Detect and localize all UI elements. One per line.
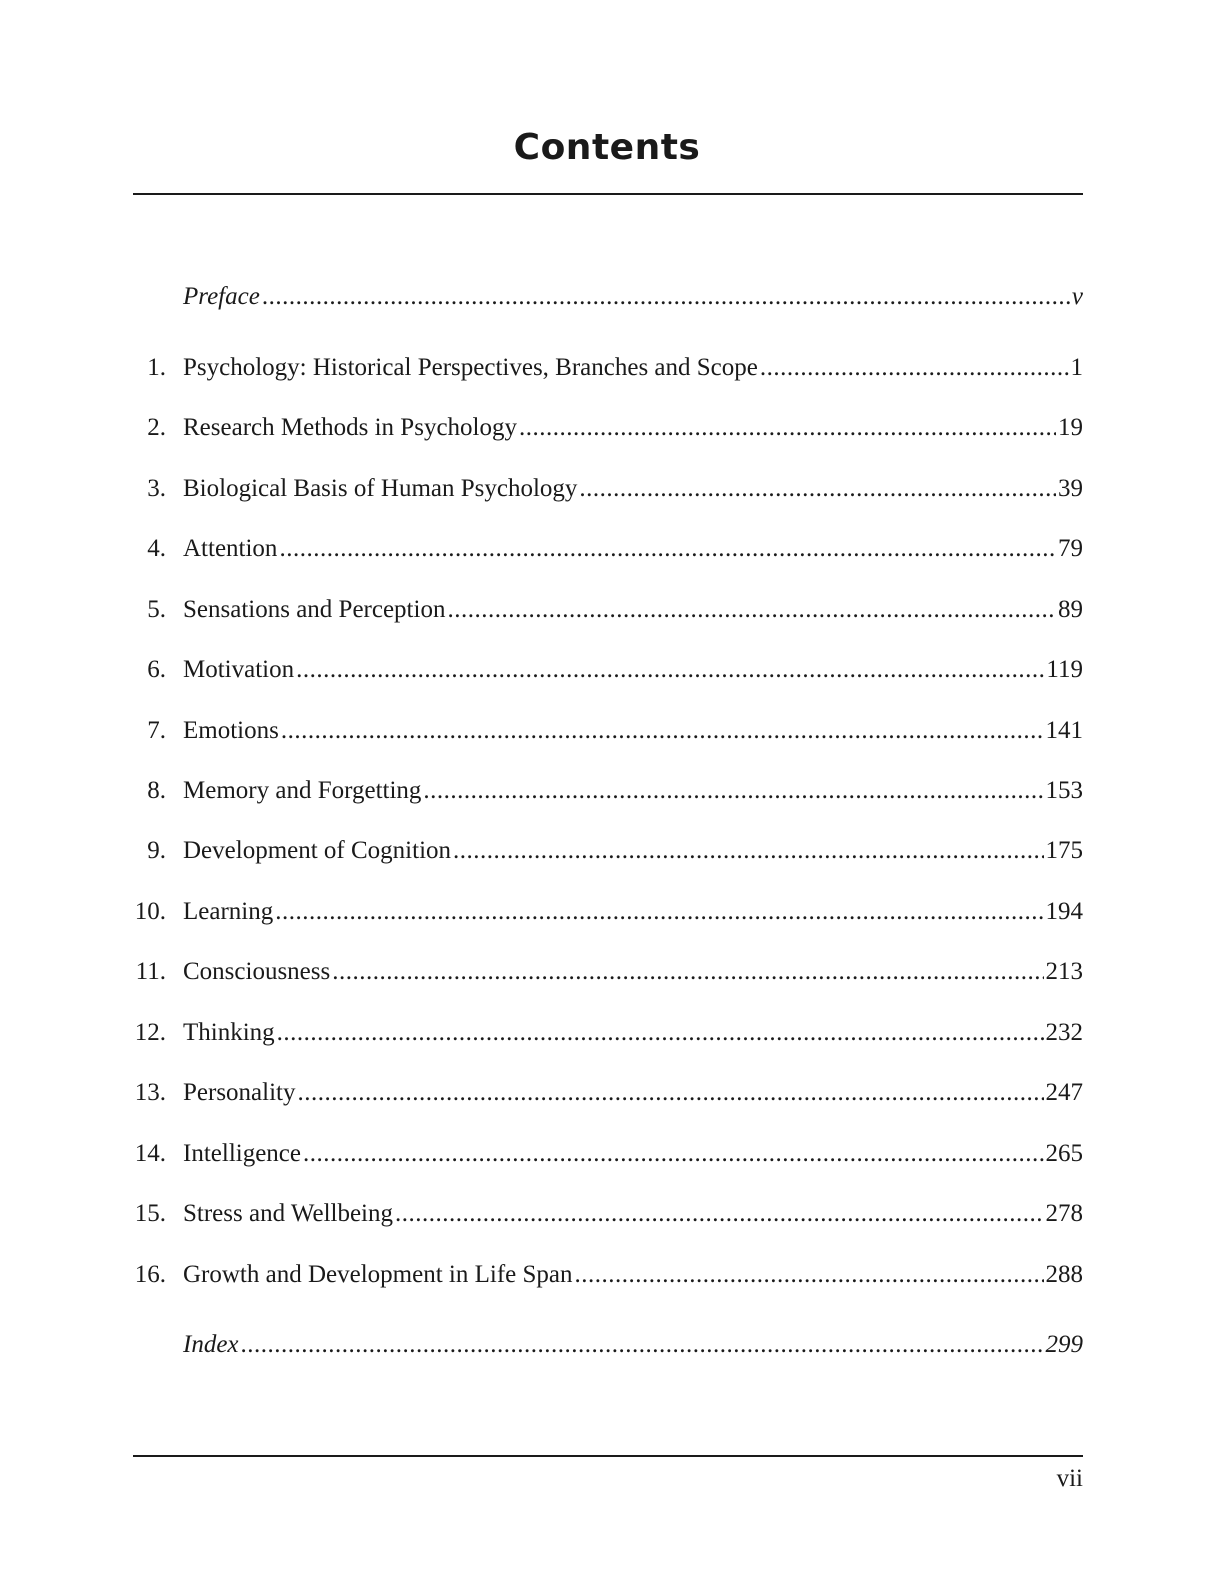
dot-leader xyxy=(575,1258,1044,1292)
page-number: vii xyxy=(1056,1465,1083,1492)
toc-entry-title: Psychology: Historical Perspectives, Branches and Scope xyxy=(183,354,758,381)
toc-entry-title: Emotions xyxy=(183,717,279,744)
dot-leader xyxy=(279,532,1056,566)
toc-entry-page: 1 xyxy=(1070,354,1083,381)
toc-entry-chapter[interactable] xyxy=(0,834,1214,868)
toc-leader xyxy=(183,532,1083,566)
footer-divider xyxy=(133,1455,1083,1457)
toc-entry-chapter[interactable] xyxy=(0,653,1214,687)
dot-leader xyxy=(332,955,1043,989)
chapter-number: 4. xyxy=(147,535,166,562)
toc-entry-chapter[interactable] xyxy=(0,411,1214,445)
dot-leader xyxy=(395,1197,1044,1231)
toc-entry-chapter[interactable] xyxy=(0,774,1214,808)
toc-entry-page: 89 xyxy=(1058,596,1083,623)
dot-leader xyxy=(298,1076,1044,1110)
toc-leader xyxy=(183,1016,1083,1050)
toc-entry-page: 265 xyxy=(1045,1140,1083,1167)
chapter-number: 7. xyxy=(147,717,166,744)
toc-entry-title: Growth and Development in Life Span xyxy=(183,1261,573,1288)
toc-entry-chapter[interactable] xyxy=(0,1076,1214,1110)
toc-entry-preface[interactable] xyxy=(0,280,1214,314)
dot-leader xyxy=(277,1016,1044,1050)
dot-leader xyxy=(281,714,1044,748)
toc-entry-title: Personality xyxy=(183,1079,296,1106)
toc-entry-chapter[interactable] xyxy=(0,1258,1214,1292)
toc-entry-title: Memory and Forgetting xyxy=(183,777,422,804)
dot-leader xyxy=(241,1328,1044,1362)
chapter-number: 1. xyxy=(147,354,166,381)
chapter-number: 6. xyxy=(147,656,166,683)
toc-entry-chapter[interactable] xyxy=(0,593,1214,627)
toc-entry-index[interactable] xyxy=(0,1328,1214,1362)
toc-entry-page: 153 xyxy=(1045,777,1083,804)
toc-leader xyxy=(183,280,1083,314)
toc-entry-chapter[interactable] xyxy=(0,1137,1214,1171)
chapter-number: 9. xyxy=(147,837,166,864)
toc-entry-page: 299 xyxy=(1045,1331,1083,1358)
toc-entry-chapter[interactable] xyxy=(0,532,1214,566)
dot-leader xyxy=(579,472,1056,506)
toc-entry-page: 141 xyxy=(1045,717,1083,744)
chapter-number: 11. xyxy=(135,958,166,985)
toc-entry-chapter[interactable] xyxy=(0,1016,1214,1050)
toc-entry-page: 278 xyxy=(1045,1200,1083,1227)
chapter-number: 12. xyxy=(134,1019,166,1046)
dot-leader xyxy=(760,351,1069,385)
dot-leader xyxy=(303,1137,1044,1171)
toc-leader xyxy=(183,1197,1083,1231)
dot-leader xyxy=(262,280,1070,314)
dot-leader xyxy=(296,653,1044,687)
toc-entry-page: 194 xyxy=(1045,898,1083,925)
toc-entry-chapter[interactable] xyxy=(0,955,1214,989)
toc-entry-title: Learning xyxy=(183,898,274,925)
chapter-number: 3. xyxy=(147,475,166,502)
toc-entry-page: 19 xyxy=(1058,414,1083,441)
dot-leader xyxy=(519,411,1056,445)
toc-entry-title: Stress and Wellbeing xyxy=(183,1200,393,1227)
dot-leader xyxy=(447,593,1056,627)
toc-leader xyxy=(183,1258,1083,1292)
toc-entry-title: Motivation xyxy=(183,656,295,683)
toc-leader xyxy=(183,1137,1083,1171)
toc-entry-page: 175 xyxy=(1045,837,1083,864)
toc-leader xyxy=(183,351,1083,385)
page-title: Contents xyxy=(513,127,701,168)
toc-entry-title: Research Methods in Psychology xyxy=(183,414,517,441)
chapter-number: 5. xyxy=(147,596,166,623)
toc-entry-page: 39 xyxy=(1058,475,1083,502)
toc-entry-title: Sensations and Perception xyxy=(183,596,446,623)
toc-leader xyxy=(183,1328,1083,1362)
toc-leader xyxy=(183,472,1083,506)
toc-entry-title: Preface xyxy=(183,283,260,310)
toc-entry-page: 232 xyxy=(1045,1019,1083,1046)
toc-entry-chapter[interactable] xyxy=(0,351,1214,385)
toc-leader xyxy=(183,774,1083,808)
toc-leader xyxy=(183,955,1083,989)
toc-entry-chapter[interactable] xyxy=(0,895,1214,929)
toc-leader xyxy=(183,1076,1083,1110)
toc-entry-page: 79 xyxy=(1058,535,1083,562)
toc-leader xyxy=(183,653,1083,687)
toc-entry-chapter[interactable] xyxy=(0,714,1214,748)
toc-entry-title: Biological Basis of Human Psychology xyxy=(183,475,578,502)
toc-entry-page: 213 xyxy=(1045,958,1083,985)
dot-leader xyxy=(453,834,1043,868)
toc-leader xyxy=(183,714,1083,748)
toc-entry-page: 247 xyxy=(1045,1079,1083,1106)
toc-entry-title: Intelligence xyxy=(183,1140,301,1167)
toc-entry-page: v xyxy=(1071,283,1083,310)
dot-leader xyxy=(275,895,1043,929)
toc-leader xyxy=(183,411,1083,445)
toc-entry-title: Development of Cognition xyxy=(183,837,452,864)
toc-entry-chapter[interactable] xyxy=(0,472,1214,506)
toc-leader xyxy=(183,593,1083,627)
toc-entry-title: Index xyxy=(183,1331,239,1358)
dot-leader xyxy=(423,774,1043,808)
toc-entry-chapter[interactable] xyxy=(0,1197,1214,1231)
chapter-number: 14. xyxy=(134,1140,166,1167)
chapter-number: 10. xyxy=(134,898,166,925)
toc-entry-title: Consciousness xyxy=(183,958,331,985)
toc-entry-page: 288 xyxy=(1045,1261,1083,1288)
toc-entry-page: 119 xyxy=(1046,656,1083,683)
toc-entry-title: Thinking xyxy=(183,1019,275,1046)
toc-entry-title: Attention xyxy=(183,535,278,562)
chapter-number: 8. xyxy=(147,777,166,804)
chapter-number: 16. xyxy=(134,1261,166,1288)
chapter-number: 15. xyxy=(134,1200,166,1227)
toc-leader xyxy=(183,834,1083,868)
toc-leader xyxy=(183,895,1083,929)
chapter-number: 13. xyxy=(134,1079,166,1106)
chapter-number: 2. xyxy=(147,414,166,441)
